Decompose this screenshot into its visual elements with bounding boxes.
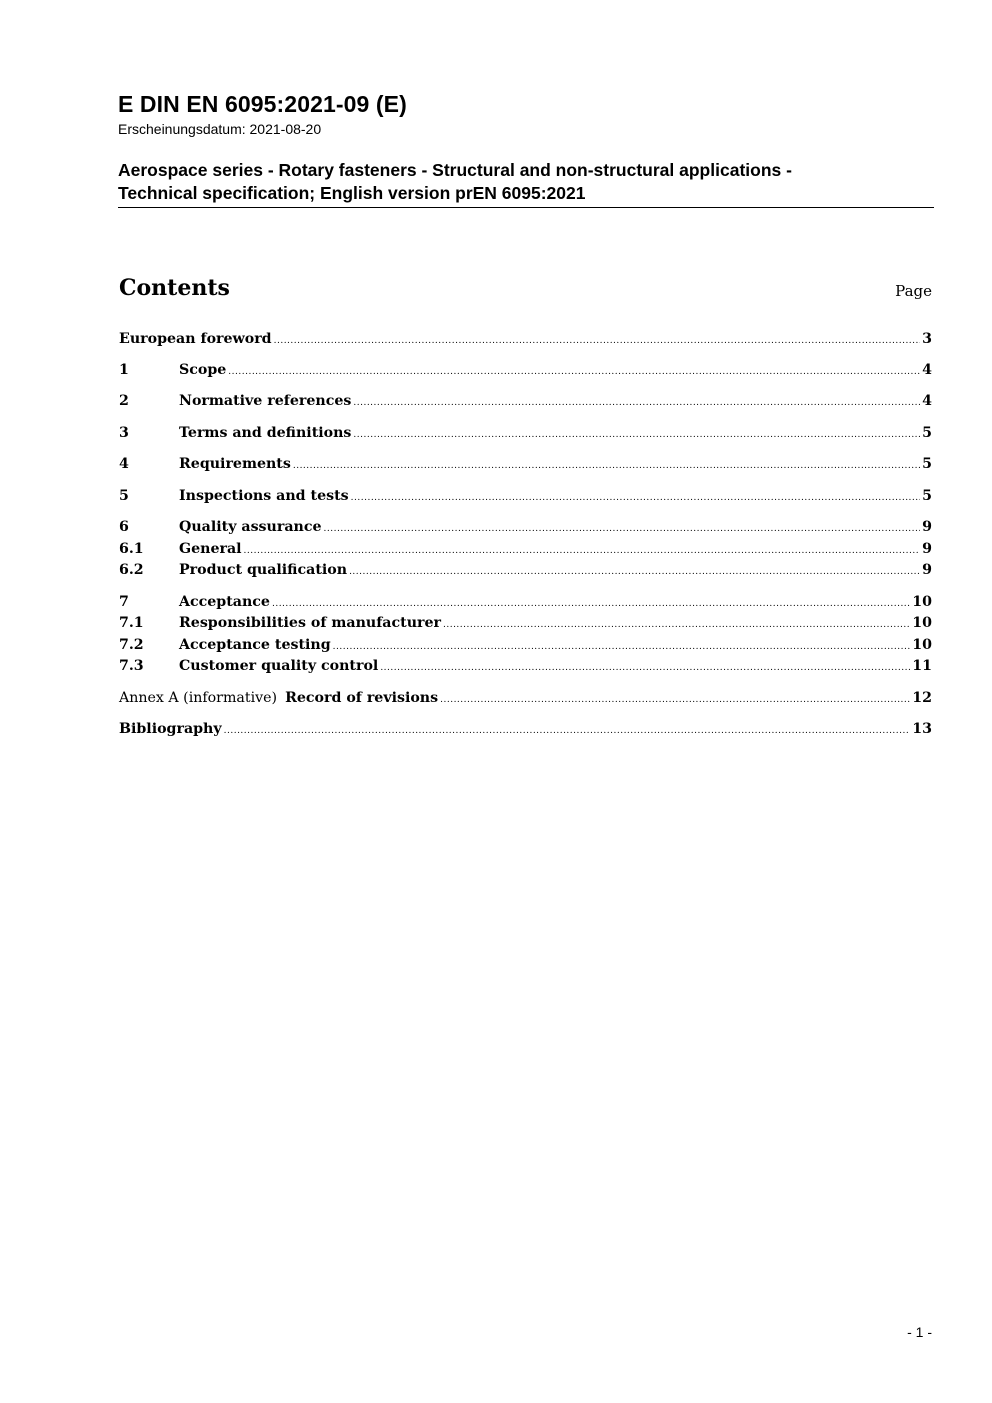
toc-dot-leader <box>244 541 921 561</box>
toc-entry-title: Acceptance <box>179 594 270 610</box>
toc-dot-leader <box>224 721 911 741</box>
toc-entry-normative-references[interactable] <box>119 391 932 411</box>
toc-entry-customer-quality-control[interactable] <box>119 656 932 676</box>
toc-entry-number: 5 <box>119 488 129 504</box>
toc-entry-title: Responsibilities of manufacturer <box>179 615 441 631</box>
toc-entry-page: 5 <box>922 425 932 441</box>
toc-entry-european-foreword[interactable] <box>119 329 932 349</box>
document-id: E DIN EN 6095:2021-09 (E) <box>118 91 407 117</box>
toc-dot-leader <box>324 519 921 539</box>
page-number: - 1 - <box>907 1324 932 1340</box>
toc-entry-title: European foreword <box>119 331 272 347</box>
toc-entry-page: 4 <box>922 393 932 409</box>
toc-entry-page: 10 <box>912 615 932 631</box>
toc-entry-product-qualification[interactable] <box>119 560 932 580</box>
toc-entry-number: 4 <box>119 456 129 472</box>
toc-entry-title: Customer quality control <box>179 658 379 674</box>
toc-entry-page: 11 <box>912 658 932 674</box>
toc-entry-title: Scope <box>179 362 227 378</box>
toc-entry-inspections-and-tests[interactable] <box>119 486 932 506</box>
toc-entry-number: 6 <box>119 519 129 535</box>
toc-entry-general[interactable] <box>119 539 932 559</box>
toc-dot-leader <box>293 456 920 476</box>
toc-entry-bibliography[interactable] <box>119 719 932 739</box>
toc-entry-acceptance-testing[interactable] <box>119 635 932 655</box>
toc-entry-page: 10 <box>912 637 932 653</box>
toc-entry-number: 3 <box>119 425 129 441</box>
toc-entry-title: Acceptance testing <box>179 637 331 653</box>
toc-entry-page: 9 <box>922 519 932 535</box>
page-column-label: Page <box>895 282 932 300</box>
toc-entry-annex-a[interactable] <box>119 688 932 708</box>
toc-entry-number: 7.1 <box>119 615 144 631</box>
toc-entry-title: Normative references <box>179 393 352 409</box>
toc-entry-page: 5 <box>922 456 932 472</box>
toc-entry-title: Requirements <box>179 456 291 472</box>
toc-entry-requirements[interactable] <box>119 454 932 474</box>
toc-entry-scope[interactable] <box>119 360 932 380</box>
document-title <box>118 159 934 208</box>
toc-entry-number: 1 <box>119 362 129 378</box>
document-title-line-1: Aerospace series - Rotary fasteners - Structural and non-structural applications - <box>118 160 792 180</box>
toc-entry-page: 10 <box>912 594 932 610</box>
toc-dot-leader <box>351 488 920 508</box>
toc-entry-title: General <box>179 541 242 557</box>
toc-entry-page: 5 <box>922 488 932 504</box>
toc-dot-leader <box>353 425 920 445</box>
toc-entry-title: Product qualification <box>179 562 348 578</box>
toc-entry-terms-and-definitions[interactable] <box>119 423 932 443</box>
toc-entry-title: Record of revisions <box>285 690 439 706</box>
toc-entry-title: Inspections and tests <box>179 488 349 504</box>
toc-entry-responsibilities-of-manufacturer[interactable] <box>119 613 932 633</box>
contents-heading: Contents <box>119 275 230 301</box>
toc-entry-number: 7.3 <box>119 658 144 674</box>
toc-entry-page: 9 <box>922 541 932 557</box>
toc-dot-leader <box>380 658 910 678</box>
toc-entry-page: 13 <box>912 721 932 737</box>
toc-dot-leader <box>228 362 920 382</box>
toc-entry-number: 6.2 <box>119 562 144 578</box>
toc-entry-title: Bibliography <box>119 721 222 737</box>
toc-entry-title: Terms and definitions <box>179 425 352 441</box>
toc-entry-number: 7 <box>119 594 129 610</box>
publication-date: Erscheinungsdatum: 2021-08-20 <box>118 121 322 137</box>
toc-entry-quality-assurance[interactable] <box>119 517 932 537</box>
toc-entry-page: 4 <box>922 362 932 378</box>
toc-dot-leader <box>443 615 910 635</box>
toc-dot-leader <box>272 594 910 614</box>
toc-entry-page: 12 <box>912 690 932 706</box>
toc-dot-leader <box>333 637 911 657</box>
toc-entry-number: 7.2 <box>119 637 144 653</box>
toc-dot-leader <box>349 562 920 582</box>
toc-entry-title: Quality assurance <box>179 519 322 535</box>
toc-entry-page: 9 <box>922 562 932 578</box>
toc-dot-leader <box>274 331 921 351</box>
document-title-line-2: Technical specification; English version prEN 6095:2021 <box>118 183 586 203</box>
toc-entry-number: 2 <box>119 393 129 409</box>
toc-entry-acceptance[interactable] <box>119 592 932 612</box>
toc-entry-page: 3 <box>922 331 932 347</box>
toc-dot-leader <box>440 690 910 710</box>
toc-entry-annex-prefix: Annex A (informative) <box>119 690 278 706</box>
toc-dot-leader <box>353 393 920 413</box>
toc-entry-number: 6.1 <box>119 541 144 557</box>
